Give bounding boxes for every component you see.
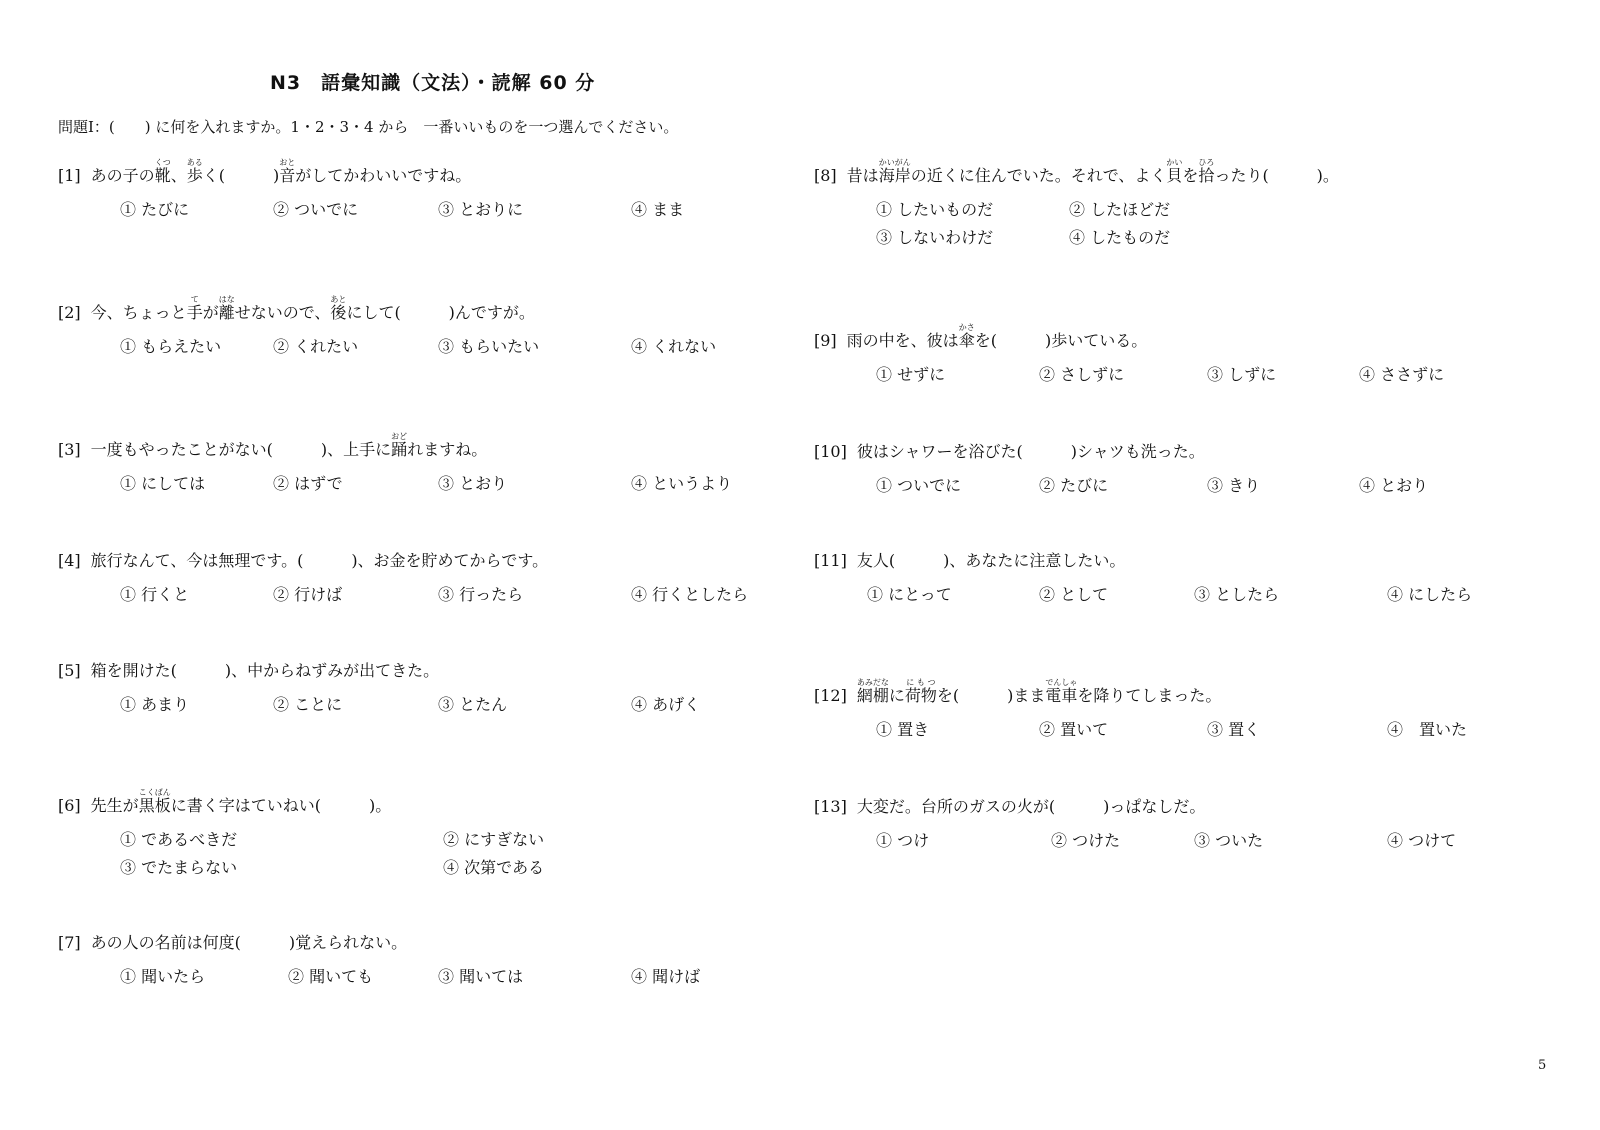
answer-option-3[interactable]: ③ とおりに (438, 200, 524, 219)
question-number: [8] (814, 166, 837, 185)
question-number: [2] (58, 303, 81, 322)
answer-option-4[interactable]: ④ とおり (1359, 476, 1429, 495)
page-title: N3 語彙知識（文法）・読解 60 分 (270, 72, 596, 94)
question-7 (58, 932, 701, 988)
question-3 (58, 432, 733, 495)
answer-option-4[interactable]: ④ くれない (631, 337, 717, 356)
answer-option-3[interactable]: ③ とおり (438, 474, 508, 493)
question-5 (58, 660, 701, 716)
answer-options (58, 197, 685, 221)
answer-options (814, 362, 1445, 386)
furigana-word: 離はな (218, 295, 235, 322)
furigana-word: 網棚あみだな (856, 678, 889, 705)
answer-option-1[interactable]: ① 聞いたら (120, 967, 206, 986)
answer-options (814, 828, 1457, 852)
question-2 (58, 295, 717, 358)
question-text: [5] 箱を開けた( )、中からねずみが出てきた。 (58, 661, 440, 680)
answer-option-2[interactable]: ② つけた (1051, 831, 1121, 850)
answer-option-1[interactable]: ① もらえたい (120, 337, 222, 356)
answer-options (814, 582, 1473, 606)
furigana-word: 歩ある (186, 158, 203, 185)
answer-option-3[interactable]: ③ 聞いては (438, 967, 524, 986)
answer-option-2[interactable]: ② はずで (273, 474, 343, 493)
answer-options (58, 582, 749, 606)
answer-option-4[interactable]: ④ 置いた (1387, 720, 1468, 739)
answer-options (58, 827, 545, 851)
question-number: [6] (58, 796, 81, 815)
question-text: [9] 雨の中を、彼は傘かさを( )歩いている。 (814, 323, 1148, 350)
question-text: [1] あの子の靴くつ、歩あるく( )音おとがしてかわいいですね。 (58, 158, 472, 185)
answer-option-4[interactable]: ④ 聞けば (631, 967, 701, 986)
question-1 (58, 158, 685, 221)
question-13 (814, 796, 1457, 852)
answer-options (814, 225, 1339, 249)
furigana-word: 拾ひろ (1198, 158, 1215, 185)
answer-option-2[interactable]: ② したほどだ (1069, 200, 1171, 219)
answer-option-3[interactable]: ③ 行ったら (438, 585, 524, 604)
question-text: [6] 先生が黒板こくばんに書く字はていねい( )。 (58, 788, 392, 815)
answer-option-1[interactable]: ① であるべきだ (120, 830, 238, 849)
question-text: [13] 大変だ。台所のガスの火が( )っぱなしだ。 (814, 797, 1206, 816)
question-number: [1] (58, 166, 81, 185)
answer-option-4[interactable]: ④ あげく (631, 695, 701, 714)
question-number: [5] (58, 661, 81, 680)
answer-options (58, 692, 701, 716)
answer-options (58, 471, 733, 495)
furigana-word: 傘かさ (958, 323, 975, 350)
question-text: [11] 友人( )、あなたに注意したい。 (814, 551, 1126, 570)
furigana-word: 電車でんしゃ (1045, 678, 1078, 705)
furigana-word: 音おと (279, 158, 296, 185)
furigana-word: 靴くつ (154, 158, 171, 185)
answer-option-4[interactable]: ④ 次第である (443, 858, 545, 877)
furigana-word: 貝かい (1166, 158, 1183, 185)
answer-option-4[interactable]: ④ したものだ (1069, 228, 1171, 247)
furigana-word: 手て (186, 295, 203, 322)
answer-option-1[interactable]: ① つけ (876, 831, 930, 850)
answer-option-1[interactable]: ① 行くと (120, 585, 190, 604)
question-text: [3] 一度もやったことがない( )、上手に踊おどれますね。 (58, 432, 488, 459)
question-10 (814, 441, 1429, 497)
answer-option-2[interactable]: ② として (1039, 585, 1109, 604)
question-text: [10] 彼はシャワーを浴びた( )シャツも洗った。 (814, 442, 1205, 461)
question-12 (814, 678, 1468, 741)
answer-option-4[interactable]: ④ つけて (1387, 831, 1457, 850)
furigana-word: 踊おど (391, 432, 408, 459)
question-6 (58, 788, 545, 879)
answer-option-3[interactable]: ③ しずに (1207, 365, 1277, 384)
answer-options (58, 964, 701, 988)
answer-option-3[interactable]: ③ としたら (1194, 585, 1280, 604)
answer-option-2[interactable]: ② たびに (1039, 476, 1109, 495)
answer-option-3[interactable]: ③ もらいたい (438, 337, 540, 356)
question-text: [8] 昔は海岸かいがんの近くに住んでいた。それで、よく貝かいを拾ひろったり( )。 (814, 158, 1339, 185)
question-text: [4] 旅行なんて、今は無理です。( )、お金を貯めてからです。 (58, 551, 549, 570)
answer-option-2[interactable]: ② 置いて (1039, 720, 1109, 739)
furigana-word: 後あと (330, 295, 347, 322)
answer-option-2[interactable]: ② さしずに (1039, 365, 1125, 384)
question-number: [3] (58, 440, 81, 459)
answer-option-1[interactable]: ① あまり (120, 695, 190, 714)
answer-option-3[interactable]: ③ きり (1207, 476, 1261, 495)
answer-option-1[interactable]: ① ついでに (876, 476, 962, 495)
answer-option-1[interactable]: ① 置き (876, 720, 930, 739)
question-number: [10] (814, 442, 847, 461)
question-text: [2] 今、ちょっと手てが離はなせないので、後あとにして( )んですが。 (58, 295, 535, 322)
answer-option-4[interactable]: ④ 行くとしたら (631, 585, 749, 604)
answer-option-3[interactable]: ③ ついた (1194, 831, 1264, 850)
answer-option-1[interactable]: ① たびに (120, 200, 190, 219)
answer-option-3[interactable]: ③ しないわけだ (876, 228, 994, 247)
answer-option-3[interactable]: ③ でたまらない (120, 858, 238, 877)
answer-option-2[interactable]: ② にすぎない (443, 830, 545, 849)
furigana-word: 荷物にもつ (904, 678, 937, 705)
answer-option-2[interactable]: ② 聞いても (288, 967, 374, 986)
answer-option-3[interactable]: ③ とたん (438, 695, 508, 714)
answer-option-1[interactable]: ① にとって (867, 585, 952, 604)
instruction: 問題Ⅰ：( ) に何を入れますか。1・2・3・4 から 一番いいものを一つ選んでください。 (58, 118, 679, 136)
question-number: [7] (58, 933, 81, 952)
answer-option-2[interactable]: ② 行けば (273, 585, 343, 604)
question-number: [9] (814, 331, 837, 350)
question-number: [4] (58, 551, 81, 570)
answer-option-4[interactable]: ④ ささずに (1359, 365, 1445, 384)
answer-option-2[interactable]: ② くれたい (273, 337, 359, 356)
answer-option-1[interactable]: ① せずに (876, 365, 946, 384)
furigana-word: 海岸かいがん (878, 158, 911, 185)
question-text: [12] 網棚あみだなに荷物にもつを( )まま電車でんしゃを降りてしまった。 (814, 678, 1222, 705)
page-number: 5 (1538, 1058, 1547, 1073)
answer-option-2[interactable]: ② ついでに (273, 200, 359, 219)
answer-option-4[interactable]: ④ にしたら (1387, 585, 1473, 604)
answer-options (814, 473, 1429, 497)
question-4 (58, 550, 749, 606)
question-8 (814, 158, 1339, 249)
answer-option-1[interactable]: ① にしては (120, 474, 206, 493)
question-9 (814, 323, 1445, 386)
question-number: [13] (814, 797, 847, 816)
answer-options (58, 334, 717, 358)
answer-options (814, 717, 1468, 741)
answer-option-3[interactable]: ③ 置く (1207, 720, 1261, 739)
furigana-word: 黒板こくばん (138, 788, 171, 815)
answer-options (814, 197, 1339, 221)
answer-option-4[interactable]: ④ というより (631, 474, 733, 493)
answer-option-4[interactable]: ④ まま (631, 200, 685, 219)
answer-option-1[interactable]: ① したいものだ (876, 200, 994, 219)
question-number: [12] (814, 686, 847, 705)
answer-option-2[interactable]: ② ことに (273, 695, 343, 714)
question-number: [11] (814, 551, 847, 570)
question-11 (814, 550, 1473, 606)
question-text: [7] あの人の名前は何度( )覚えられない。 (58, 933, 408, 952)
answer-options (58, 855, 545, 879)
